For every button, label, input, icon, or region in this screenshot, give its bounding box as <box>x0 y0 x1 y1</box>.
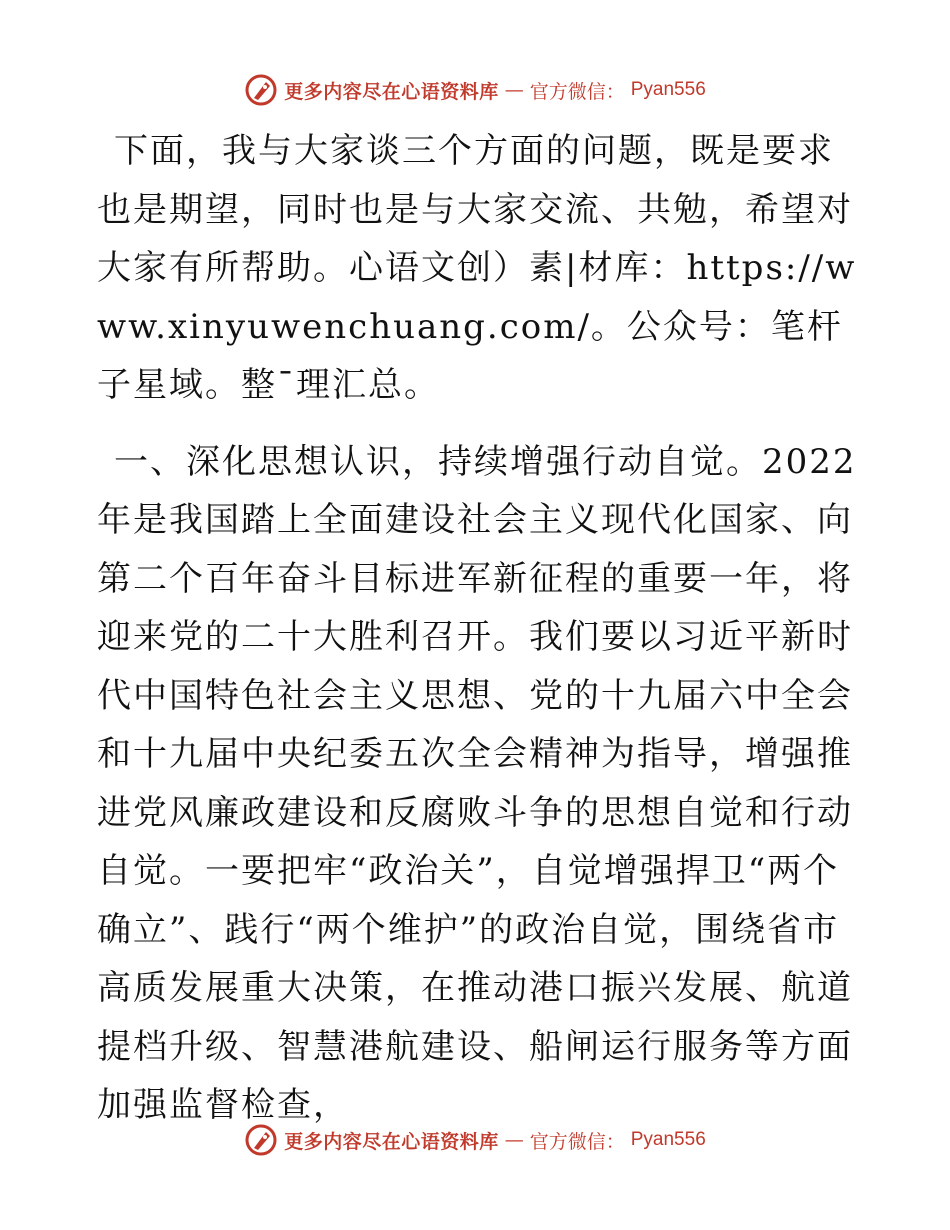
banner-text: 更多内容尽在心语资料库 <box>284 1130 499 1153</box>
banner-separator: — <box>504 1129 524 1151</box>
pen-nib-logo-icon <box>244 73 278 107</box>
banner-separator: — <box>504 79 524 101</box>
paragraph-intro: 下面，我与大家谈三个方面的问题，既是要求也是期望，同时也是与大家交流、共勉，希望对大家有所帮助。心语文创）素|材库：https://www.xinyuwenchuang.com/。公众号：笔杆子星域。整¯理汇总。 <box>97 131 857 405</box>
paragraph-section-one: 一、深化思想认识，持续增强行动自觉。2022年是我国踏上全面建设社会主义现代化国家、向第二个百年奋斗目标进军新征程的重要一年，将迎来党的二十大胜利召开。我们要以习近平新时代中国特色社会主义思想、党的十九届六中全会和十九届中央纪委五次全会精神为指导，增强推进党风廉政建设和反腐败斗争的思想自觉和行动自觉。一要把牢“政治关”，自觉增强捍卫“两个确立”、践行“两个维护”的政治自觉，围绕省市高质发展重大决策，在推动港口振兴发展、航道提档升级、智慧港航建设、船闸运行服务等方面加强监督检查， <box>97 441 857 1125</box>
banner-text: 更多内容尽在心语资料库 <box>284 80 499 103</box>
banner-contact-label: 官方微信： <box>529 1130 625 1153</box>
banner-contact-id: Pyan556 <box>630 1129 706 1150</box>
pen-nib-logo-icon <box>244 1123 278 1157</box>
banner-contact-id: Pyan556 <box>630 79 706 100</box>
header-banner <box>0 70 950 110</box>
document-body <box>97 122 857 1135</box>
banner-contact-label: 官方微信： <box>529 80 625 103</box>
footer-banner <box>0 1120 950 1160</box>
